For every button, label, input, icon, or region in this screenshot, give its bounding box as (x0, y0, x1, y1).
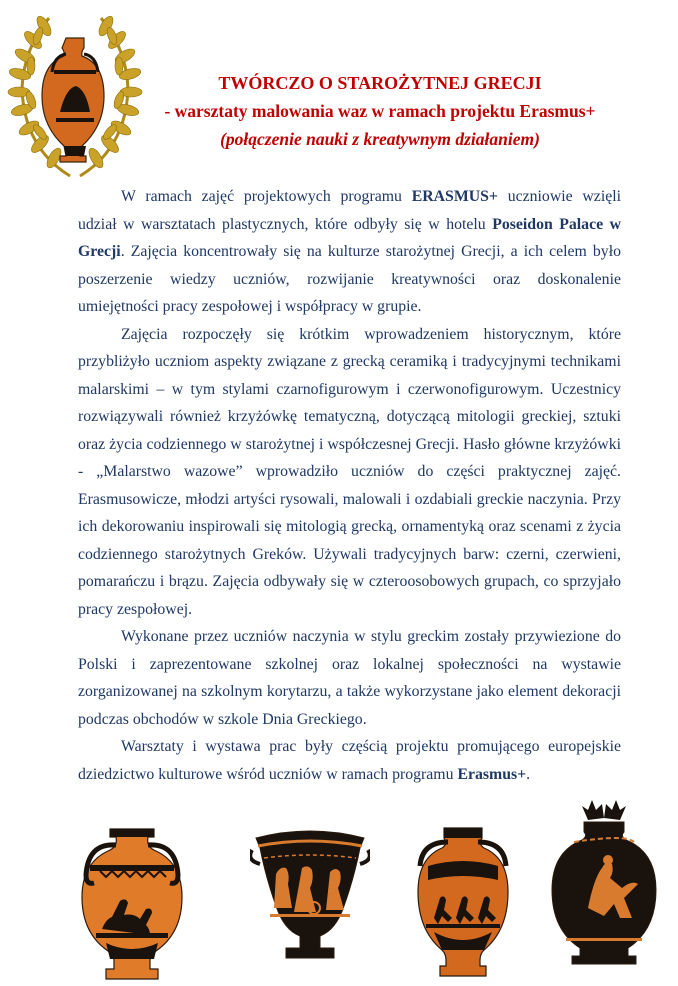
vase-bell-krater-red-figure (250, 828, 370, 980)
header (140, 70, 620, 152)
vase-red-figure-dancer (548, 798, 660, 968)
page-note: (połączenie nauki z kreatywnym działaniem) (220, 129, 540, 149)
paragraph-2: Zajęcia rozpoczęły się krótkim wprowadzeniem historycznym, które przybliżyło uczniom aspekty związane z grecką ceramiką i tradycyjnymi technikami malarskimi – w tym stylami czarnofigurowym i czerwonofigurowym. Uczestnicy rozwiązywali również krzyżówkę tematyczną, dotyczącą mitologii greckiej, sztuki oraz życia codziennego w starożytnej i współczesnej Grecji. Hasło główne krzyżówki - „Malarstwo wazowe” wprowadziło uczniów do części praktycznej zajęć. Erasmusowicze, młodzi artyści rysowali, malowali i ozdabiali greckie naczynia. Przy ich dekorowaniu inspirowali się mitologią grecką, ornamentyką oraz scenami z życia codziennego starożytnych Greków. Używali tradycyjnych barw: czerni, czerwieni, pomarańczu i brązu. Zajęcia odbywały się w czteroosobowych grupach, co sprzyjało pracy zespołowej. (78, 325, 621, 618)
bold-run: ERASMUS+ (411, 188, 498, 205)
paragraph-3: Wykonane przez uczniów naczynia w stylu greckim zostały przywiezione do Polski i zaprezentowane szkolnej oraz lokalnej społeczności na wystawie zorganizowanej na szkolnym korytarzu, a także wykorzystane jako element dekoracji podczas obchodów w szkole Dnia Greckiego. (78, 628, 621, 728)
paragraph-1 (78, 183, 621, 321)
vase-black-figure-horsemen (76, 825, 188, 983)
page-title: TWÓRCZO O STAROŻYTNEJ GRECJI (218, 73, 542, 93)
laurel-vase-logo (4, 8, 146, 186)
vase-amphora-runners (414, 826, 512, 980)
text-run: uczniowie wzięli udział w warsztatach plastycznych, które odbyły się w hotelu (78, 188, 621, 233)
text-run: W ramach zajęć projektowych programu (121, 188, 412, 205)
text-run: Warsztaty i wystawa prac były częścią projektu promującego europejskie dziedzictwo kulturowe wśród uczniów w ramach programu (78, 738, 621, 783)
bold-run: Erasmus+ (457, 765, 527, 783)
text-run: . (526, 765, 531, 783)
article-body (78, 183, 621, 788)
text-run: . Zajęcia koncentrowały się na kulturze starożytnej Grecji, a ich celem było poszerzenie wiedzy uczniów, rozwijanie kreatywności oraz doskonalenie umiejętności pracy zespołowej i współpracy w grupie. (78, 243, 621, 315)
paragraph-4 (78, 733, 621, 788)
page-subtitle: - warsztaty malowania waz w ramach projektu Erasmus+ (164, 101, 596, 121)
bold-run: Poseidon Palace w Grecji (78, 215, 622, 260)
